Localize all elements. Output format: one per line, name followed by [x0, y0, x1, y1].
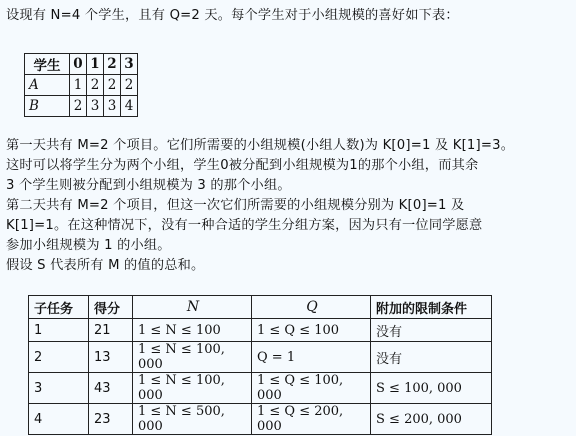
preference-header-cell: 1 — [87, 54, 104, 75]
table-row — [29, 404, 492, 435]
preference-cell: 3 — [87, 96, 104, 117]
paragraph-line: 第二天共有 M=2 个项目，但这一次它们所需要的小组规模分别为 K[0]=1 及 — [6, 198, 465, 213]
preference-cell: 1 — [70, 75, 87, 96]
preference-cell: 2 — [87, 75, 104, 96]
subtask-header-row — [29, 296, 492, 319]
n-constraint: 1 ≤ N ≤ 100 — [133, 319, 252, 342]
q-constraint: Q = 1 — [252, 342, 371, 373]
subtask-score: 13 — [89, 342, 133, 373]
preference-header-cell: 学生 — [25, 54, 70, 75]
subtask-header-cell: 子任务 — [29, 296, 89, 319]
table-row — [29, 373, 492, 404]
table-row — [29, 342, 492, 373]
q-constraint: 1 ≤ Q ≤ 200, 000 — [252, 404, 371, 435]
n-constraint: 1 ≤ N ≤ 100, 000 — [133, 373, 252, 404]
paragraph-line: 这时可以将学生分为两个小组，学生0被分配到小组规模为1的那个小组，而其余 — [6, 158, 479, 173]
subtask-id: 2 — [29, 342, 89, 373]
extra-constraint: S ≤ 200, 000 — [371, 404, 492, 435]
subtask-header-cell: 附加的限制条件 — [371, 296, 492, 319]
paragraph-line: 第一天共有 M=2 个项目。它们所需要的小组规模(小组人数)为 K[0]=1 及 K[1]=3。 — [6, 138, 515, 153]
preference-header-cell: 3 — [121, 54, 138, 75]
subtask-score: 21 — [89, 319, 133, 342]
subtask-header-cell: 得分 — [89, 296, 133, 319]
preference-header-row — [25, 54, 138, 75]
intro-text: 设现有 N=4 个学生，且有 Q=2 天。每个学生对于小组规模的喜好如下表： — [6, 8, 459, 23]
subtask-table — [28, 295, 492, 435]
paragraph-line: K[1]=1。在这种情况下，没有一种合适的学生分组方案，因为只有一位同学愿意 — [6, 218, 483, 233]
preference-cell: 4 — [121, 96, 138, 117]
preference-row — [25, 75, 138, 96]
n-constraint: 1 ≤ N ≤ 100, 000 — [133, 342, 252, 373]
subtask-score: 43 — [89, 373, 133, 404]
extra-constraint: S ≤ 100, 000 — [371, 373, 492, 404]
preference-cell: 2 — [104, 75, 121, 96]
paragraph-line: 假设 S 代表所有 M 的值的总和。 — [6, 258, 205, 273]
student-label: B — [25, 96, 70, 117]
preference-table — [24, 53, 138, 117]
q-constraint: 1 ≤ Q ≤ 100 — [252, 319, 371, 342]
preference-header-cell: 2 — [104, 54, 121, 75]
student-label: A — [25, 75, 70, 96]
subtask-id: 4 — [29, 404, 89, 435]
subtask-id: 3 — [29, 373, 89, 404]
preference-cell: 2 — [70, 96, 87, 117]
subtask-header-cell: Q — [252, 296, 371, 319]
subtask-header-cell: N — [133, 296, 252, 319]
extra-constraint: 没有 — [371, 342, 492, 373]
preference-row — [25, 96, 138, 117]
table-row — [29, 319, 492, 342]
paragraph-line: 参加小组规模为 1 的小组。 — [6, 238, 171, 253]
preference-header-cell: 0 — [70, 54, 87, 75]
n-constraint: 1 ≤ N ≤ 500, 000 — [133, 404, 252, 435]
preference-cell: 2 — [121, 75, 138, 96]
preference-cell: 3 — [104, 96, 121, 117]
extra-constraint: 没有 — [371, 319, 492, 342]
q-constraint: 1 ≤ Q ≤ 100, 000 — [252, 373, 371, 404]
subtask-score: 23 — [89, 404, 133, 435]
subtask-id: 1 — [29, 319, 89, 342]
paragraph-line: 3 个学生则被分配到小组规模为 3 的那个小组。 — [6, 178, 291, 193]
